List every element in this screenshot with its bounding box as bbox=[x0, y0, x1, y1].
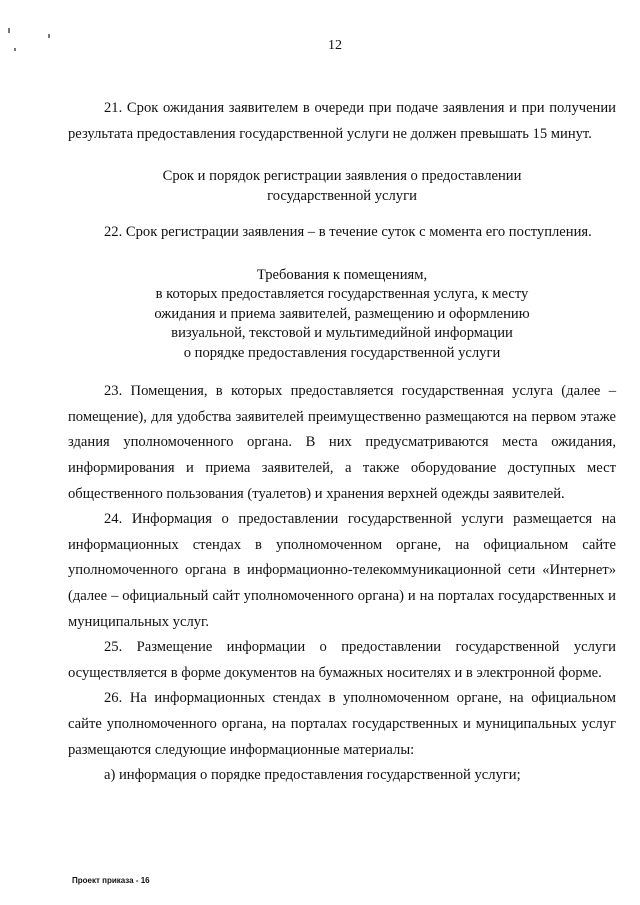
heading-line: Требования к помещениям, bbox=[256, 266, 428, 283]
heading-line: ожидания и приема заявителей, размещению и оформлению bbox=[154, 305, 530, 322]
heading-line: государственной услуги bbox=[267, 187, 417, 204]
paragraph-25: 25. Размещение информации о предоставлении государственной услуги осуществляется в форме документов на бумажных носителях и в электронной форме. bbox=[68, 639, 616, 681]
heading-line: визуальной, текстовой и мультимедийной информации bbox=[171, 325, 513, 342]
document-body bbox=[68, 96, 616, 789]
section-heading-registration bbox=[68, 167, 616, 206]
heading-line: в которых предоставляется государственная услуга, к месту bbox=[155, 286, 529, 303]
page-number: 12 bbox=[328, 38, 342, 53]
scan-speck bbox=[8, 28, 10, 33]
paragraph-23: 23. Помещения, в которых предоставляется государственная услуга (далее – помещение), для удобства заявителей преимущественно размещаются на первом этаже здания уполномоченного органа. В них предусматриваются места ожидания, информирования и приема заявителей, а также оборудование доступных мест общественного пользования (туалетов) и хранения верхней одежды заявителей. bbox=[68, 383, 616, 502]
heading-line: о порядке предоставления государственной услуги bbox=[183, 344, 501, 361]
paragraph-24: 24. Информация о предоставлении государственной услуги размещается на информационных стендах в уполномоченном органе, на официальном сайте уполномоченного органа в информационно-телекоммуникационной сети «Интернет» (далее – официальный сайт уполномоченного органа) и на порталах государственных и муниципальных услуг. bbox=[68, 511, 616, 630]
paragraph-26: 26. На информационных стендах в уполномоченном органе, на официальном сайте уполномоченного органа, на порталах государственных и муниципальных услуг размещаются следующие информационные материалы: bbox=[68, 690, 616, 758]
footer-label: Проект приказа - 16 bbox=[72, 876, 150, 885]
paragraph-21: 21. Срок ожидания заявителем в очереди при подаче заявления и при получении результата предоставления государственной услуги не должен превышать 15 минут. bbox=[68, 100, 616, 142]
section-heading-premises bbox=[68, 266, 616, 364]
paragraph-22: 22. Срок регистрации заявления – в течение суток с момента его поступления. bbox=[104, 224, 592, 241]
heading-line: Срок и порядок регистрации заявления о предоставлении bbox=[162, 168, 522, 185]
paragraph-26a: а) информация о порядке предоставления государственной услуги; bbox=[104, 767, 521, 784]
